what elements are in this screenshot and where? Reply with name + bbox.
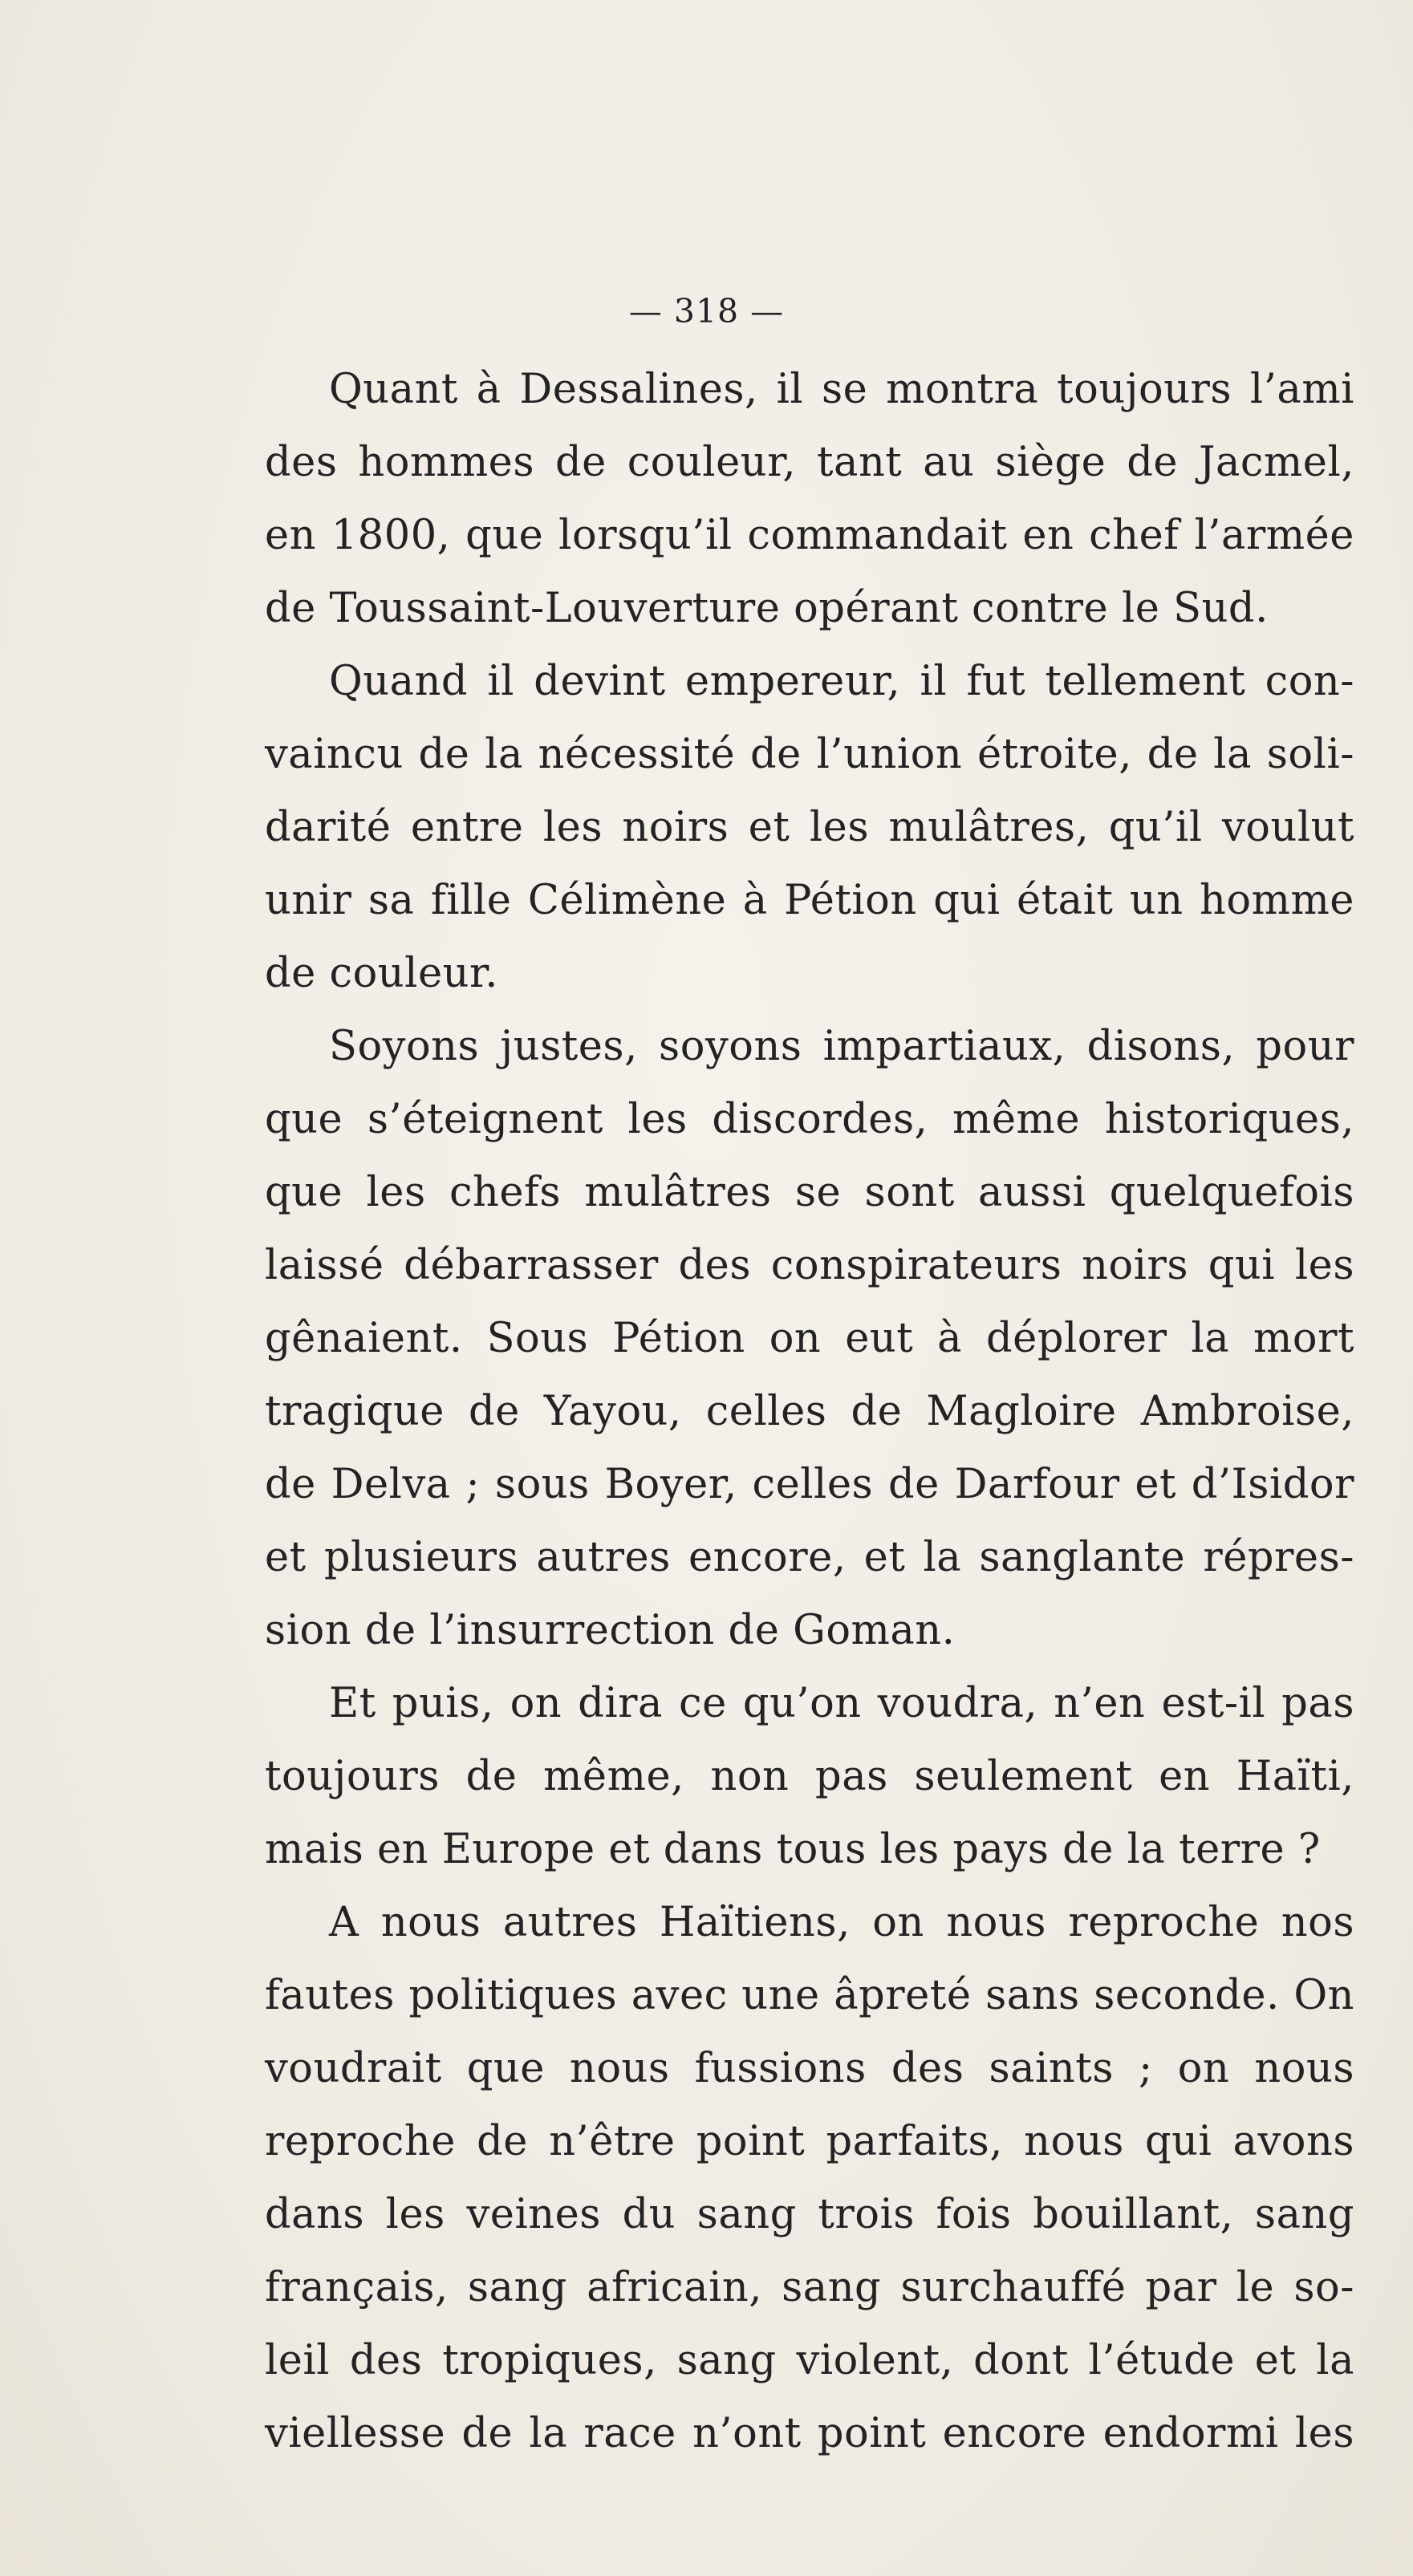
body-text — [265, 353, 1354, 2470]
text-line: Quant à Dessalines, il se montra toujours l’ami — [329, 366, 1354, 413]
text-line: darité entre les noirs et les mulâtres, qu’il voulut — [265, 804, 1354, 851]
text-line: toujours de même, non pas seulement en Haïti, — [265, 1753, 1354, 1800]
text-line: unir sa fille Célimène à Pétion qui était un homme — [265, 877, 1354, 924]
text-line: Quand il devint empereur, il fut tellement con- — [329, 658, 1354, 705]
text-line: laissé débarrasser des conspirateurs noirs qui les — [265, 1242, 1354, 1289]
text-line: reproche de n’être point parfaits, nous qui avons — [265, 2118, 1354, 2165]
text-line: viellesse de la race n’ont point encore endormi les — [265, 2410, 1354, 2457]
text-line: de couleur. — [265, 950, 498, 997]
text-line: de Delva ; sous Boyer, celles de Darfour et d’Isidor — [265, 1461, 1354, 1508]
text-line: et plusieurs autres encore, et la sanglante répres- — [265, 1534, 1354, 1581]
text-line: que les chefs mulâtres se sont aussi quelquefois — [265, 1169, 1354, 1216]
text-line: des hommes de couleur, tant au siège de Jacmel, — [265, 439, 1354, 486]
text-line: vaincu de la nécessité de l’union étroite, de la soli- — [265, 731, 1354, 778]
text-line: sion de l’insurrection de Goman. — [265, 1607, 956, 1654]
text-line: Et puis, on dira ce qu’on voudra, n’en est-il pas — [329, 1680, 1354, 1727]
text-line: A nous autres Haïtiens, on nous reproche nos — [329, 1899, 1354, 1946]
text-line: tragique de Yayou, celles de Magloire Ambroise, — [265, 1388, 1354, 1435]
text-line: français, sang africain, sang surchauffé par le so- — [265, 2264, 1354, 2311]
text-line: voudrait que nous fussions des saints ; on nous — [265, 2045, 1354, 2092]
text-line: fautes politiques avec une âpreté sans seconde. On — [265, 1972, 1354, 2019]
text-line: leil des tropiques, sang violent, dont l’étude et la — [265, 2337, 1354, 2384]
text-line: dans les veines du sang trois fois bouillant, sang — [265, 2191, 1354, 2238]
text-line: en 1800, que lorsqu’il commandait en chef l’armée — [265, 512, 1354, 559]
text-line: gênaient. Sous Pétion on eut à déplorer la mort — [265, 1315, 1354, 1362]
text-line: Soyons justes, soyons impartiaux, disons, pour — [329, 1023, 1354, 1070]
text-line: mais en Europe et dans tous les pays de la terre ? — [265, 1826, 1321, 1873]
text-line: que s’éteignent les discordes, même historiques, — [265, 1096, 1354, 1143]
text-line: de Toussaint-Louverture opérant contre le Sud. — [265, 585, 1269, 632]
page-number: — 318 — — [628, 292, 785, 331]
